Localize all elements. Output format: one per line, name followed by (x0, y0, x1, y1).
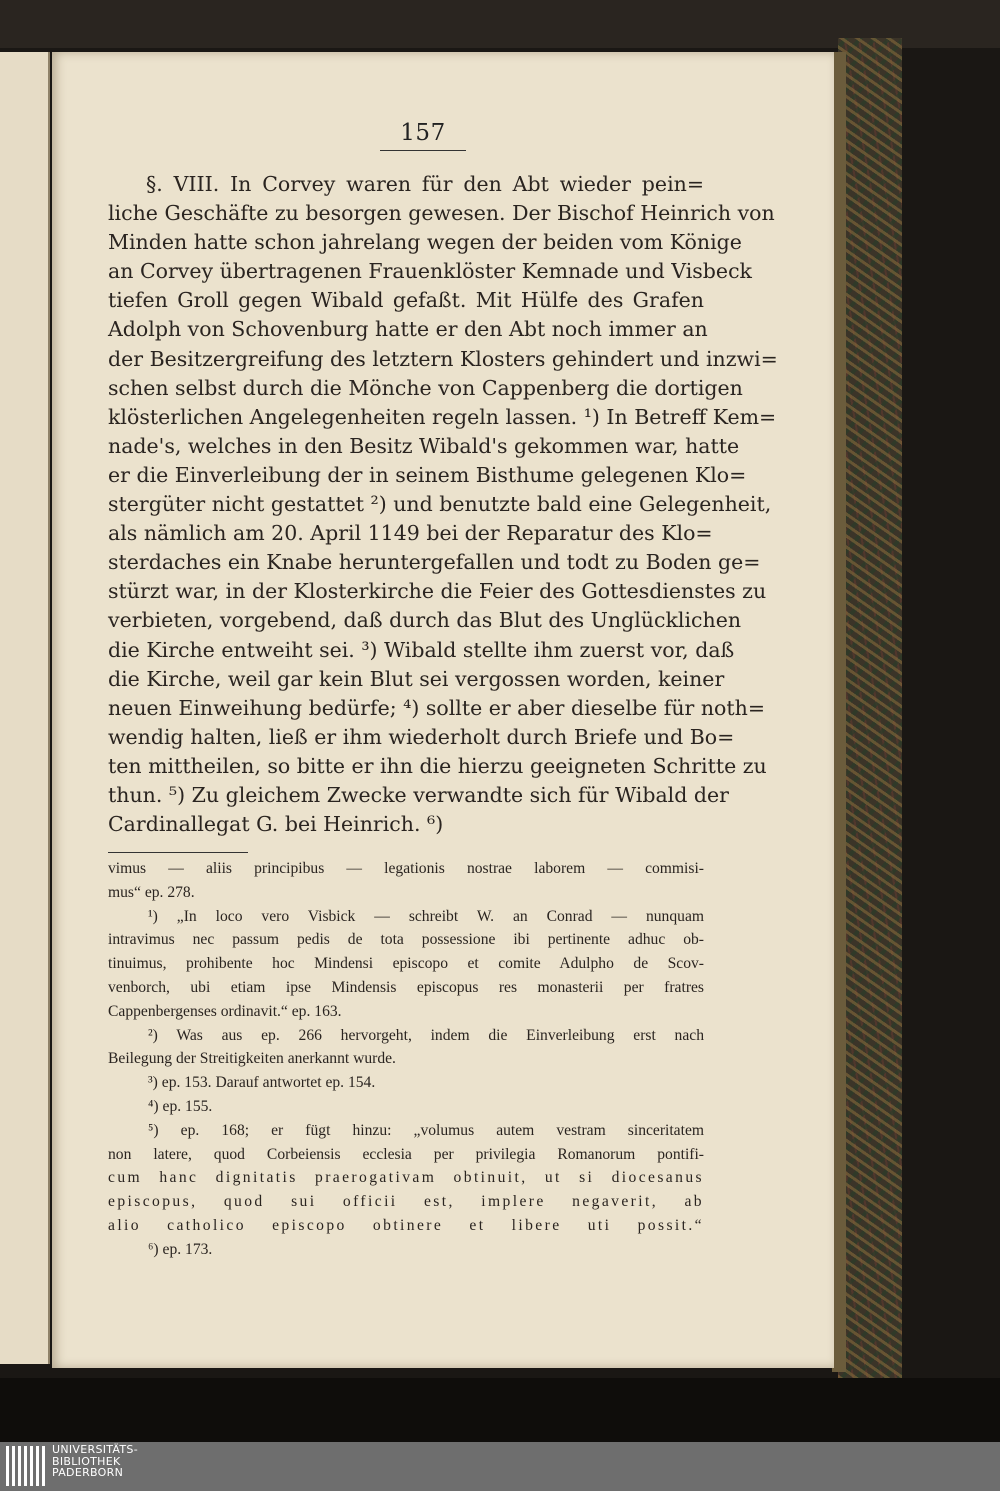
footnote-line: venborch, ubi etiam ipse Mindensis episcopus res monasterii per fratres (108, 978, 704, 996)
footnote-line: ¹) „In loco vero Visbick — schreibt W. an Conrad — nunquam (148, 907, 704, 925)
logo-line: UNIVERSITÄTS- (52, 1443, 138, 1456)
library-logo-icon (6, 1446, 46, 1486)
footnote-line: ⁴) ep. 155. (148, 1097, 213, 1115)
body-line: wendig halten, ließ er ihm wiederholt durch Briefe und Bo= (108, 724, 735, 749)
body-line: die Kirche, weil gar kein Blut sei vergossen worden, keiner (108, 666, 725, 691)
footnote-rule (108, 852, 248, 853)
page-edge-stack (832, 52, 846, 1372)
footnote-line: intravimus nec passum pedis de tota possessione ibi pertinente adhuc ob- (108, 931, 704, 949)
body-line: stürzt war, in der Klosterkirche die Feier des Gottesdienstes zu (108, 579, 767, 604)
body-line: §. VIII. In Corvey waren für den Abt wieder pein= (146, 172, 704, 196)
body-line: sterdaches ein Knabe heruntergefallen und todt zu Boden ge= (108, 550, 761, 575)
footnote-line: vimus — aliis principibus — legationis nostrae laborem — commisi- (108, 860, 704, 877)
footnote-line: alio catholico episcopo obtinere et libere uti possit.“ (108, 1216, 704, 1234)
body-text (108, 170, 778, 839)
footnote-line: Cappenbergenses ordinavit.“ ep. 163. (108, 1002, 342, 1020)
footnotes (108, 857, 704, 1262)
footnote-line: tinuimus, prohibente hoc Mindensi episcopo et comite Adulpho de Scov- (108, 955, 704, 973)
left-page-edge (0, 52, 50, 1364)
body-line: Minden hatte schon jahrelang wegen der beiden vom Könige (108, 230, 742, 255)
page-number: 157 (400, 120, 446, 146)
library-logo-text (52, 1442, 138, 1479)
marbled-book-cover (838, 38, 902, 1378)
footnote-line: episcopus, quod sui officii est, implere negaverit, ab (108, 1193, 704, 1211)
footnote-line: ⁶) ep. 173. (148, 1240, 213, 1258)
body-line: er die Einverleibung der in seinem Bisthume gelegenen Klo= (108, 462, 747, 487)
body-line: der Besitzergreifung des letztern Klosters gehindert und inzwi= (108, 346, 778, 371)
body-line: klösterlichen Angelegenheiten regeln lassen. ¹) In Betreff Kem= (108, 404, 777, 429)
footnote-line: mus“ ep. 278. (108, 883, 195, 901)
page-number-rule (380, 150, 466, 151)
library-footer-bar (0, 1442, 1000, 1491)
body-line: Cardinallegat G. bei Heinrich. ⁶) (108, 812, 444, 837)
logo-line: BIBLIOTHEK (52, 1454, 121, 1468)
footnote-line: Beilegung der Streitigkeiten anerkannt wurde. (108, 1050, 396, 1068)
body-line: tiefen Groll gegen Wibald gefaßt. Mit Hülfe des Grafen (108, 288, 704, 313)
body-line: nade's, welches in den Besitz Wibald's gekommen war, hatte (108, 433, 740, 458)
body-line: schen selbst durch die Mönche von Cappenberg die dortigen (108, 375, 743, 400)
body-line: Adolph von Schovenburg hatte er den Abt noch immer an (108, 317, 708, 342)
body-line: ten mittheilen, so bitte er ihn die hierzu geeigneten Schritte zu (108, 753, 767, 778)
footnote-line: ⁵) ep. 168; er fügt hinzu: „volumus autem vestram sinceritatem (148, 1121, 704, 1139)
body-line: die Kirche entweiht sei. ³) Wibald stellte ihm zuerst vor, daß (108, 637, 735, 662)
body-line: verbieten, vorgebend, daß durch das Blut des Unglücklichen (108, 608, 742, 633)
body-line: neuen Einweihung bedürfe; ⁴) sollte er aber dieselbe für noth= (108, 695, 766, 720)
body-line: an Corvey übertragenen Frauenklöster Kemnade und Visbeck (108, 259, 752, 284)
body-line: thun. ⁵) Zu gleichem Zwecke verwandte sich für Wibald der (108, 782, 729, 807)
footnote-line: non latere, quod Corbeiensis ecclesia per privilegia Romanorum pontifi- (108, 1145, 704, 1163)
body-line: als nämlich am 20. April 1149 bei der Reparatur des Klo= (108, 521, 713, 546)
footnote-line: ³) ep. 153. Darauf antwortet ep. 154. (148, 1074, 376, 1092)
body-line: stergüter nicht gestattet ²) und benutzte bald eine Gelegenheit, (108, 492, 772, 517)
body-line: liche Geschäfte zu besorgen gewesen. Der Bischof Heinrich von (108, 201, 775, 226)
logo-line: PADERBORN (52, 1466, 124, 1480)
scan-background-bottom (0, 1378, 1000, 1442)
footnote-line: ²) Was aus ep. 266 hervorgeht, indem die Einverleibung erst nach (148, 1026, 704, 1044)
footnote-line: cum hanc dignitatis praerogativam obtinuit, ut si diocesanus (108, 1169, 704, 1187)
